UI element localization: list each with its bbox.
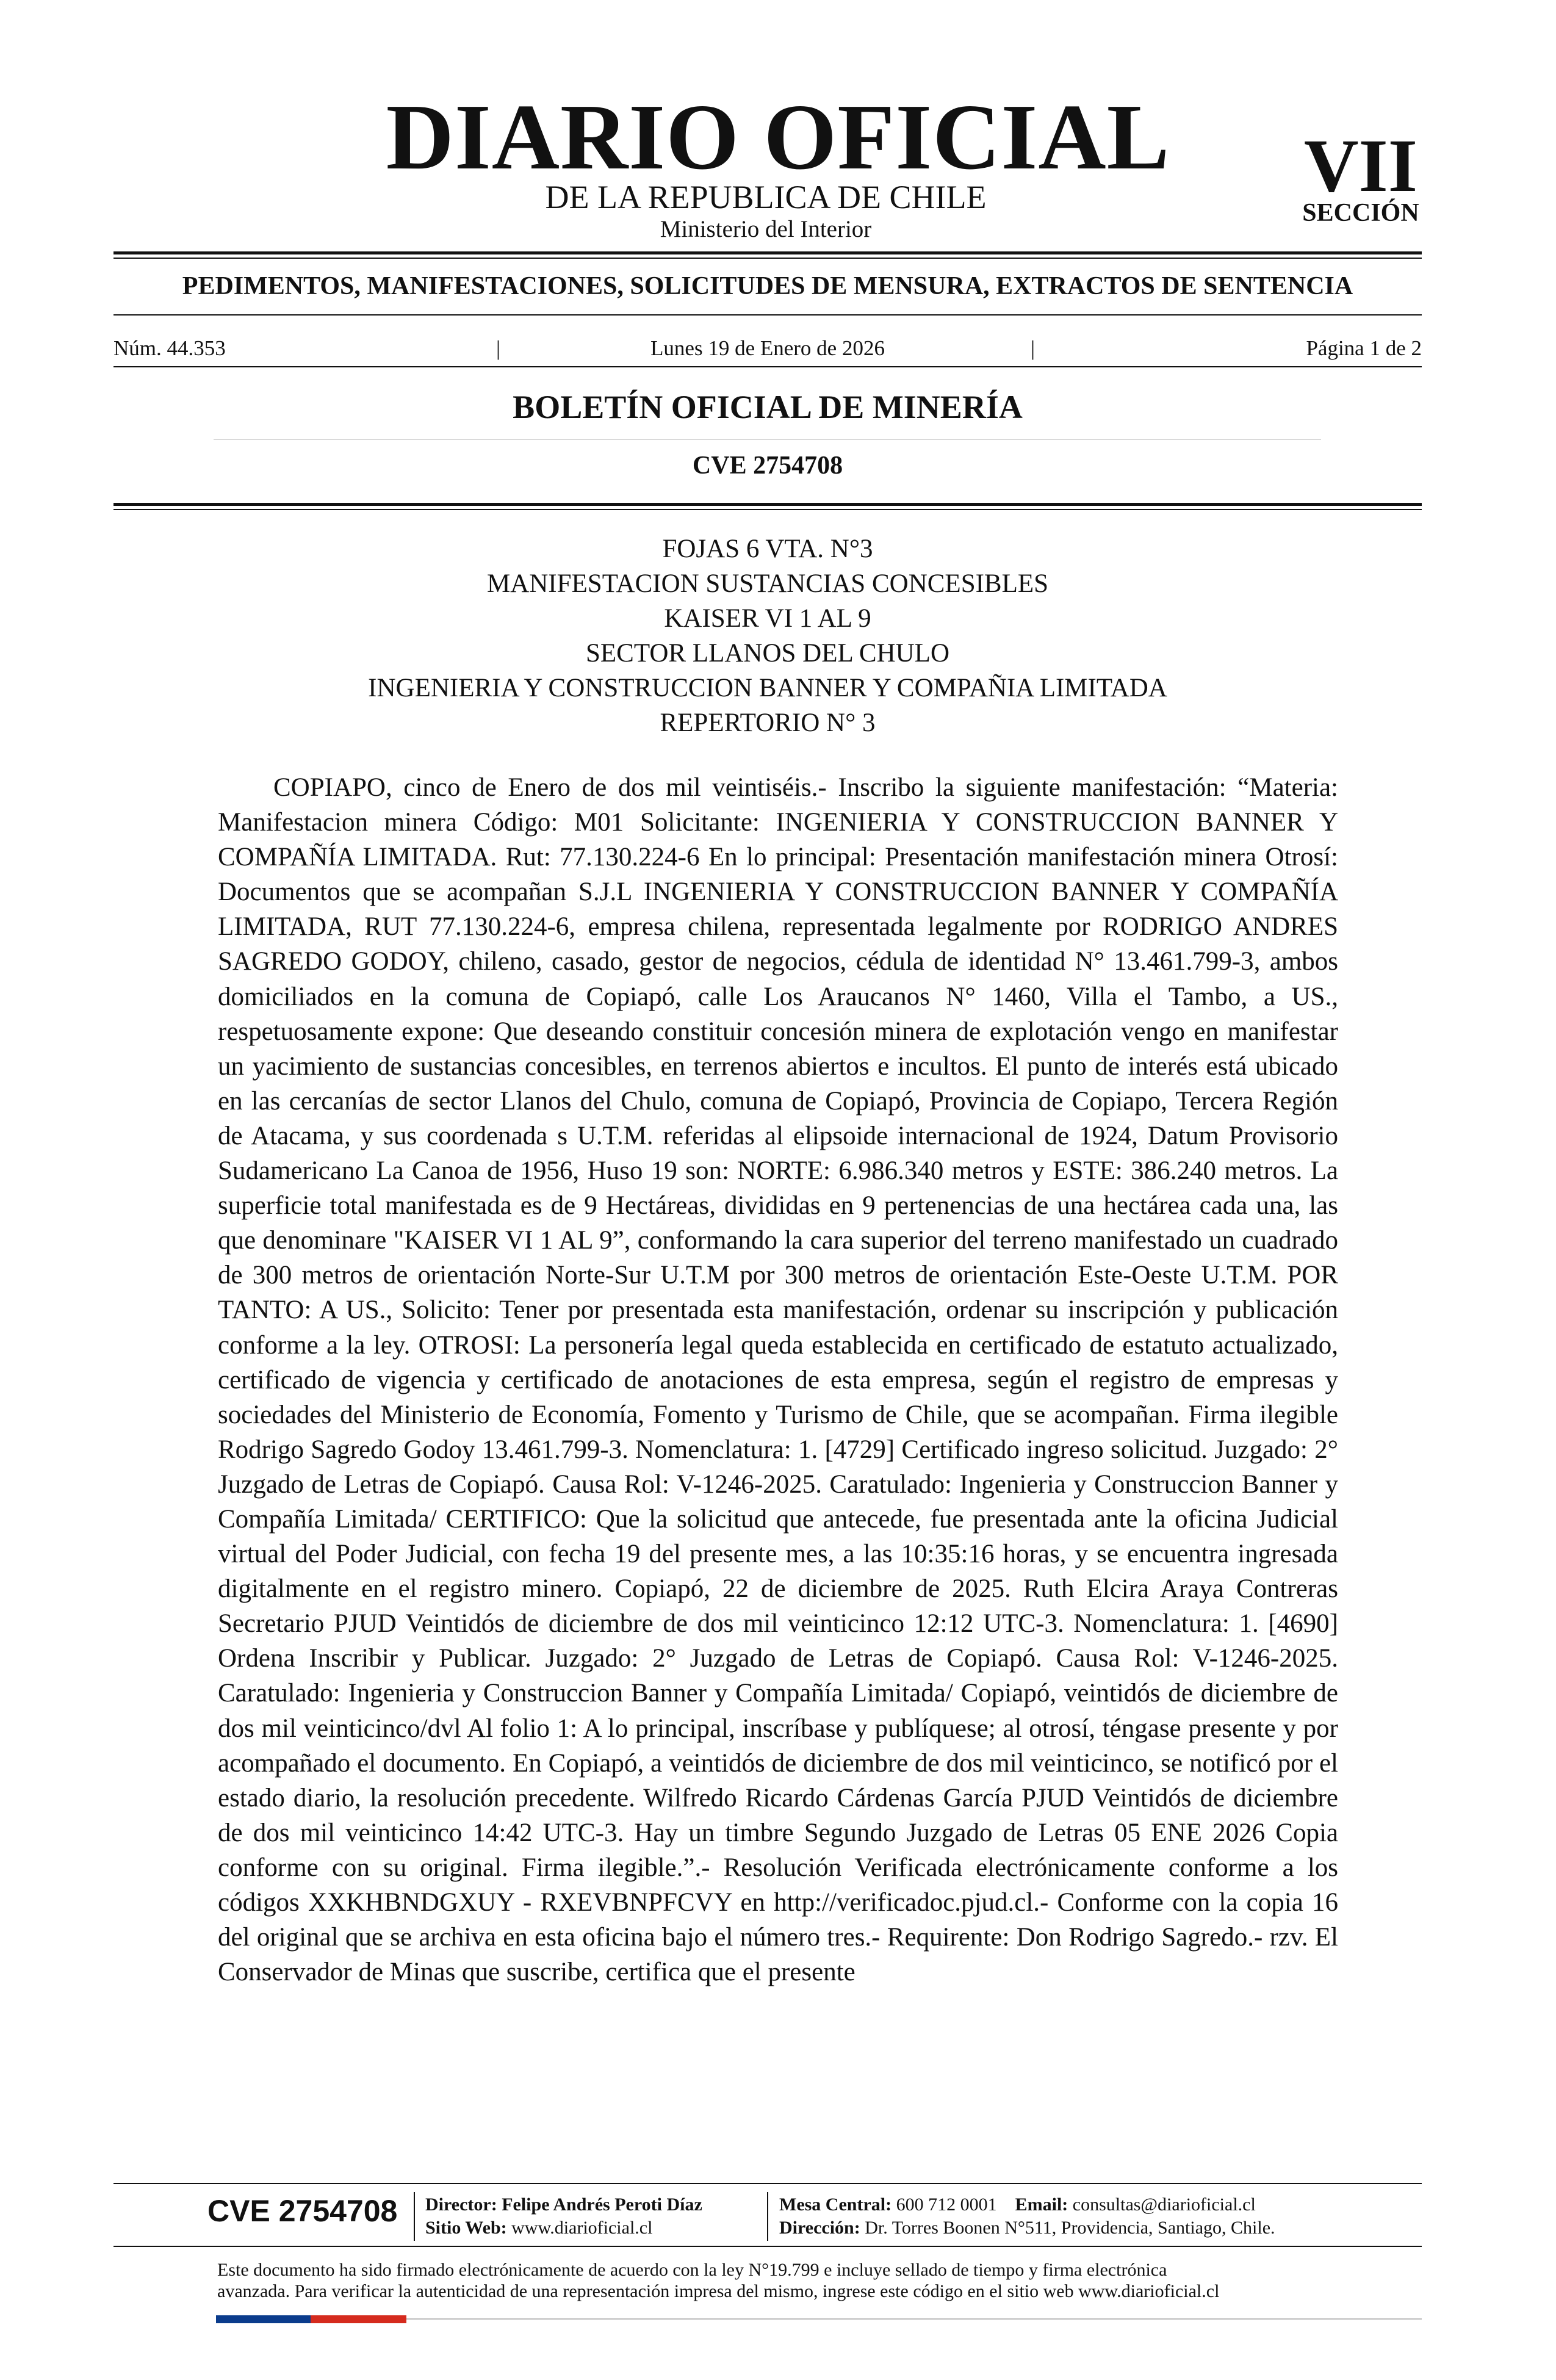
footer-divider [414, 2192, 415, 2241]
footer-cve-code: CVE 2754708 [207, 2194, 398, 2228]
cve-code: CVE 2754708 [692, 452, 843, 480]
section-number: VII [1303, 124, 1418, 207]
footer-legal-line-2: avanzada. Para verificar la autenticidad de una representación impresa del mismo, ingrese este código en el sitio web www.diarioficial.cl [217, 2281, 1220, 2301]
footer-divider [767, 2192, 768, 2241]
body-paragraph: COPIAPO, cinco de Enero de dos mil veintiséis.- Inscribo la siguiente manifestación: “Materia: Manifestacion minera Código: M01 Solicitante: INGENIERIA Y CONSTRUCCION BANNER Y COMPAÑÍA LIMITADA. Rut: 77.130.224-6 En lo principal: Presentación manifestación minera Otrosí: Documentos que se acompañan S.J.L INGENIERIA Y CONSTRUCCION BANNER Y COMPAÑÍA LIMITADA, RUT 77.130.224-6, empresa chilena, representada legalmente por RODRIGO ANDRES SAGREDO GODOY, chileno, casado, gestor de negocios, cédula de identidad N° 13.461.799-3, ambos domiciliados en la comuna de Copiapó, calle Los Araucanos N° 1460, Villa el Tambo, a US., respetuosamente expone: Que deseando constituir concesión minera de explotación vengo en manifestar un yacimiento de sustancias concesibles, en terrenos abiertos e incultos. El punto de interés está ubicado en las cercanías de sector Llanos del Chulo, comuna de Copiapó, Provincia de Copiapo, Tercera Región de Atacama, y sus coordenada s U.T.M. referidas al elipsoide internacional de 1924, Datum Provisorio Sudamericano La Canoa de 1956, Huso 19 son: NORTE: 6.986.340 metros y ESTE: 386.240 metros. La superficie total manifestada es de 9 Hectáreas, divididas en 9 pertenencias de una hectárea cada una, las que denominare "KAISER VI 1 AL 9”, conformando la cara superior del terreno manifestado un cuadrado de 300 metros de orientación Norte-Sur U.T.M por 300 metros de orientación Este-Oeste U.T.M. POR TANTO: A US., Solicito: Tener por presentada esta manifestación, ordenar su inscripción y publicación conforme a la ley. OTROSI: La personería legal queda establecida en certificado de estatuto actualizado, certificado de vigencia y certificado de anotaciones de esta empresa, según el registro de empresas y sociedades del Ministerio de Economía, Fomento y Turismo de Chile, que se acompañan. Firma ilegible Rodrigo Sagredo Godoy 13.461.799-3. Nomenclatura: 1. [4729] Certificado ingreso solicitud. Juzgado: 2° Juzgado de Letras de Copiapó. Causa Rol: V-1246-2025. Caratulado: Ingenieria y Construccion Banner y Compañía Limitada/ CERTIFICO: Que la solicitud que antecede, fue presentada ante la oficina Judicial virtual del Poder Judicial, con fecha 19 del presente mes, a las 10:35:16 horas, y se encuentra ingresada digitalmente en el registro minero. Copiapó, 22 de diciembre de 2025. Ruth Elcira Araya Contreras Secretario PJUD Veintidós de diciembre de dos mil veinticinco 12:12 UTC-3. Nomenclatura: 1. [4690] Ordena Inscribir y Publicar. Juzgado: 2° Juzgado de Letras de Copiapó. Causa Rol: V-1246-2025. Caratulado: Ingenieria y Construccion Banner y Compañía Limitada/ Copiapó, veintidós de diciembre de dos mil veinticinco/dvl Al folio 1: A lo principal, inscríbase y publíquese; al otrosí, téngase presente y por acompañado el documento. En Copiapó, a veintidós de diciembre de dos mil veinticinco, se notificó por el estado diario, la resolución precedente. Wilfredo Ricardo Cárdenas García PJUD Veintidós de diciembre de dos mil veinticinco 14:42 UTC-3. Hay un timbre Segundo Juzgado de Letras 05 ENE 2026 Copia conforme con su original. Firma ilegible.”.- Resolución Verificada electrónicamente conforme a los códigos XXKHBNDGXUY - RXEVBNPFCVY en http://verificadoc.pjud.cl.- Conforme con la copia 16 del original que se archiva en esta oficina bajo el número tres.- Requirente: Don Rodrigo Sagredo.- rzv. El Conservador de Minas que suscribe, certifica que el presente [218, 773, 1338, 1987]
footer-website-line [425, 2216, 702, 2240]
header-rule-thick [113, 503, 1422, 506]
heading-line: REPERTORIO N° 3 [660, 709, 876, 737]
footer-legal-line-1: Este documento ha sido firmado electrónicamente de acuerdo con la ley N°19.799 e incluye sellado de tiempo y firma electrónica [217, 2260, 1167, 2280]
bulletin-divider [214, 439, 1321, 440]
email-label: Email: [1015, 2194, 1068, 2215]
footer-rule-bottom [406, 2318, 1422, 2320]
issue-separator: | [496, 336, 501, 360]
heading-line: KAISER VI 1 AL 9 [664, 604, 871, 633]
issue-separator: | [1031, 336, 1036, 360]
heading-line: SECTOR LLANOS DEL CHULO [585, 639, 950, 668]
footer-phone-email-line [779, 2193, 1275, 2216]
website-link[interactable]: www.diarioficial.cl [511, 2218, 653, 2238]
phone-value: 600 712 0001 [896, 2194, 997, 2215]
masthead-title: DIARIO OFICIAL [386, 85, 1170, 189]
address-label: Dirección: [779, 2218, 860, 2238]
masthead-subtitle: DE LA REPUBLICA DE CHILE [545, 179, 987, 215]
document-headings [113, 532, 1422, 740]
footer-director-line [425, 2193, 702, 2216]
footer-contact-block [779, 2193, 1275, 2240]
category-rule [113, 314, 1422, 316]
footer-director-block [425, 2193, 702, 2240]
heading-line: INGENIERIA Y CONSTRUCCION BANNER Y COMPAÑIA LIMITADA [368, 674, 1167, 702]
phone-label: Mesa Central: [779, 2194, 892, 2215]
flag-stripe-blue [216, 2315, 311, 2323]
issue-number: Núm. 44.353 [113, 336, 226, 360]
flag-stripe-red [311, 2315, 406, 2323]
footer-rule-middle [113, 2246, 1422, 2247]
director-label: Director: [425, 2194, 497, 2215]
issue-page-number: Página 1 de 2 [1306, 336, 1422, 360]
masthead-rule-thin [113, 258, 1422, 259]
section-label: SECCIÓN [1302, 199, 1419, 227]
masthead-rule-thick [113, 251, 1422, 254]
section-category: PEDIMENTOS, MANIFESTACIONES, SOLICITUDES DE MENSURA, EXTRACTOS DE SENTENCIA [182, 272, 1353, 300]
issue-date: Lunes 19 de Enero de 2026 [650, 336, 885, 360]
masthead-ministry: Ministerio del Interior [660, 216, 872, 242]
header-rule-thin [113, 509, 1422, 510]
address-value: Dr. Torres Boonen N°511, Providencia, Santiago, Chile. [865, 2218, 1275, 2238]
heading-line: FOJAS 6 VTA. N°3 [662, 535, 873, 563]
email-link[interactable]: consultas@diarioficial.cl [1072, 2194, 1256, 2215]
heading-line: MANIFESTACION SUSTANCIAS CONCESIBLES [486, 569, 1049, 598]
footer-address-line [779, 2216, 1275, 2240]
issue-info-row [113, 334, 1422, 363]
bulletin-title: BOLETÍN OFICIAL DE MINERÍA [513, 389, 1023, 425]
issue-rule [113, 366, 1422, 367]
director-name: Felipe Andrés Peroti Díaz [502, 2194, 702, 2215]
website-label: Sitio Web: [425, 2218, 507, 2238]
footer-rule-top [113, 2183, 1422, 2184]
